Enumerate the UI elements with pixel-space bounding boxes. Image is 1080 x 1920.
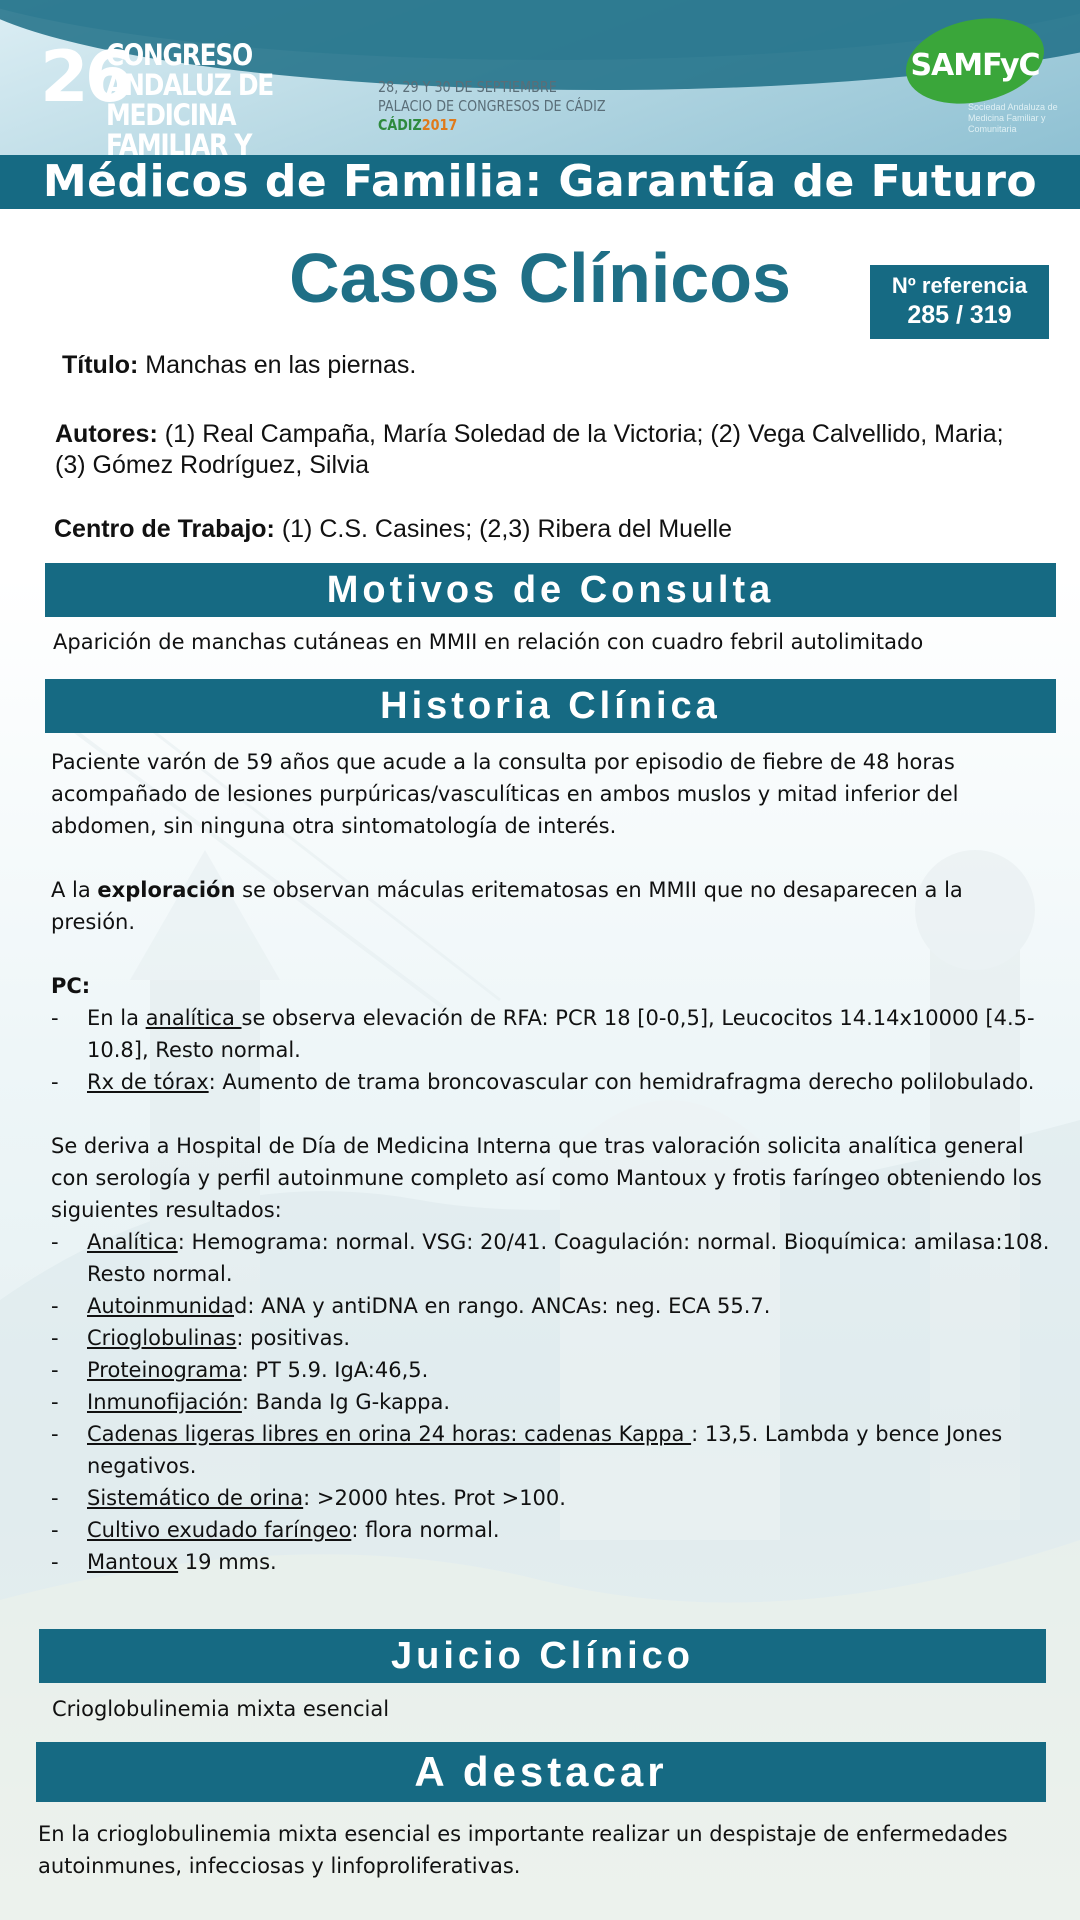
section-heading-motivos: Motivos de Consulta bbox=[45, 563, 1056, 617]
list-item: - Cultivo exudado faríngeo: flora normal. bbox=[51, 1514, 1051, 1546]
tagline-bar: Médicos de Familia: Garantía de Futuro bbox=[0, 155, 1080, 209]
page-title: Casos Clínicos bbox=[289, 239, 791, 317]
work-center-label: Centro de Trabajo: bbox=[54, 515, 275, 543]
list-item: - Inmunofijación: Banda Ig G-kappa. bbox=[51, 1386, 1051, 1418]
congress-date-line: 28, 29 Y 30 DE SEPTIEMBRE bbox=[378, 78, 557, 96]
reference-badge bbox=[870, 265, 1049, 339]
historia-paragraph-3: Se deriva a Hospital de Día de Medicina Interna que tras valoración solicita analítica general con serología y perfil autoinmune completo así como Mantoux y frotis faríngeo obteniendo los siguientes resultados: bbox=[51, 1134, 1042, 1222]
congress-title: CONGRESO ANDALUZ DE MEDICINA FAMILIAR Y bbox=[106, 38, 274, 155]
p2-pre: A la bbox=[51, 878, 98, 902]
congress-city-year bbox=[378, 116, 606, 135]
work-center-value: (1) C.S. Casines; (2,3) Ribera del Muelle bbox=[274, 515, 732, 543]
congress-year: 2017 bbox=[421, 116, 458, 134]
reference-label: Nº referencia bbox=[891, 273, 1028, 298]
pc-list bbox=[51, 1002, 1051, 1098]
list-item: - Cadenas ligeras libres en orina 24 horas: cadenas Kappa : 13,5. Lambda y bence Jones negativos. bbox=[51, 1418, 1051, 1482]
destacar-text: En la crioglobulinemia mixta esencial es importante realizar un despistaje de enfermedades autoinmunes, infecciosas y linfoproliferativas. bbox=[38, 1822, 1008, 1878]
samfyc-logo-text: SAMFyC bbox=[910, 48, 1040, 83]
section-heading-destacar: A destacar bbox=[36, 1742, 1046, 1802]
list-item: - Crioglobulinas: positivas. bbox=[51, 1322, 1051, 1354]
case-title-label: Título: bbox=[62, 351, 139, 379]
case-title-value: Manchas en las piernas. bbox=[138, 351, 417, 379]
list-item: - Analítica: Hemograma: normal. VSG: 20/41. Coagulación: normal. Bioquímica: amilasa:108. Resto normal. bbox=[51, 1226, 1051, 1290]
list-item: - En la analítica se observa elevación de RFA: PCR 18 [0-0,5], Leucocitos 14.14x10000 [4.5-10.8], Resto normal. bbox=[51, 1002, 1051, 1066]
list-item: - Mantoux 19 mms. bbox=[51, 1546, 1051, 1578]
p2-bold: exploración bbox=[97, 878, 236, 902]
congress-dates bbox=[378, 78, 606, 135]
list-item: - Proteinograma: PT 5.9. IgA:46,5. bbox=[51, 1354, 1051, 1386]
pc-label: PC: bbox=[51, 974, 91, 998]
case-title bbox=[62, 350, 1022, 381]
case-authors bbox=[55, 419, 1025, 481]
authors-value: (1) Real Campaña, María Soledad de la Victoria; (2) Vega Calvellido, Maria; (3) Gómez Rodríguez, Silvia bbox=[55, 420, 1004, 479]
motivos-text: Aparición de manchas cutáneas en MMII en relación con cuadro febril autolimitado bbox=[53, 630, 924, 654]
section-heading-juicio: Juicio Clínico bbox=[39, 1629, 1046, 1683]
samfyc-logo-subtitle: Sociedad Andaluza de Medicina Familiar y Comunitaria bbox=[968, 102, 1058, 134]
congress-banner bbox=[0, 0, 1080, 155]
p2-post: se observan máculas eritematosas en MMII que no desaparecen a la presión. bbox=[51, 878, 963, 934]
historia-paragraph-1: Paciente varón de 59 años que acude a la consulta por episodio de fiebre de 48 horas acompañado de lesiones purpúricas/vasculíticas en ambos muslos y mitad inferior del abdomen, sin ninguna otra sintomatología de interés. bbox=[51, 750, 959, 838]
results-list bbox=[51, 1226, 1051, 1578]
work-center bbox=[54, 514, 1024, 545]
list-item: - Sistemático de orina: >2000 htes. Prot >100. bbox=[51, 1482, 1051, 1514]
juicio-text: Crioglobulinemia mixta esencial bbox=[52, 1697, 390, 1721]
list-item: - Autoinmunidad: ANA y antiDNA en rango. ANCAs: neg. ECA 55.7. bbox=[51, 1290, 1051, 1322]
congress-venue: PALACIO DE CONGRESOS DE CÁDIZ bbox=[378, 97, 606, 115]
section-heading-historia: Historia Clínica bbox=[45, 679, 1056, 733]
reference-value: 285 / 319 bbox=[907, 301, 1012, 329]
authors-label: Autores: bbox=[55, 420, 158, 448]
historia-paragraph-2 bbox=[51, 874, 1051, 938]
congress-number: 26 bbox=[40, 36, 130, 118]
congress-city: CÁDIZ bbox=[378, 116, 422, 134]
list-item: - Rx de tórax: Aumento de trama broncovascular con hemidrafragma derecho polilobulado. bbox=[51, 1066, 1051, 1098]
historia-content bbox=[51, 746, 1051, 1578]
